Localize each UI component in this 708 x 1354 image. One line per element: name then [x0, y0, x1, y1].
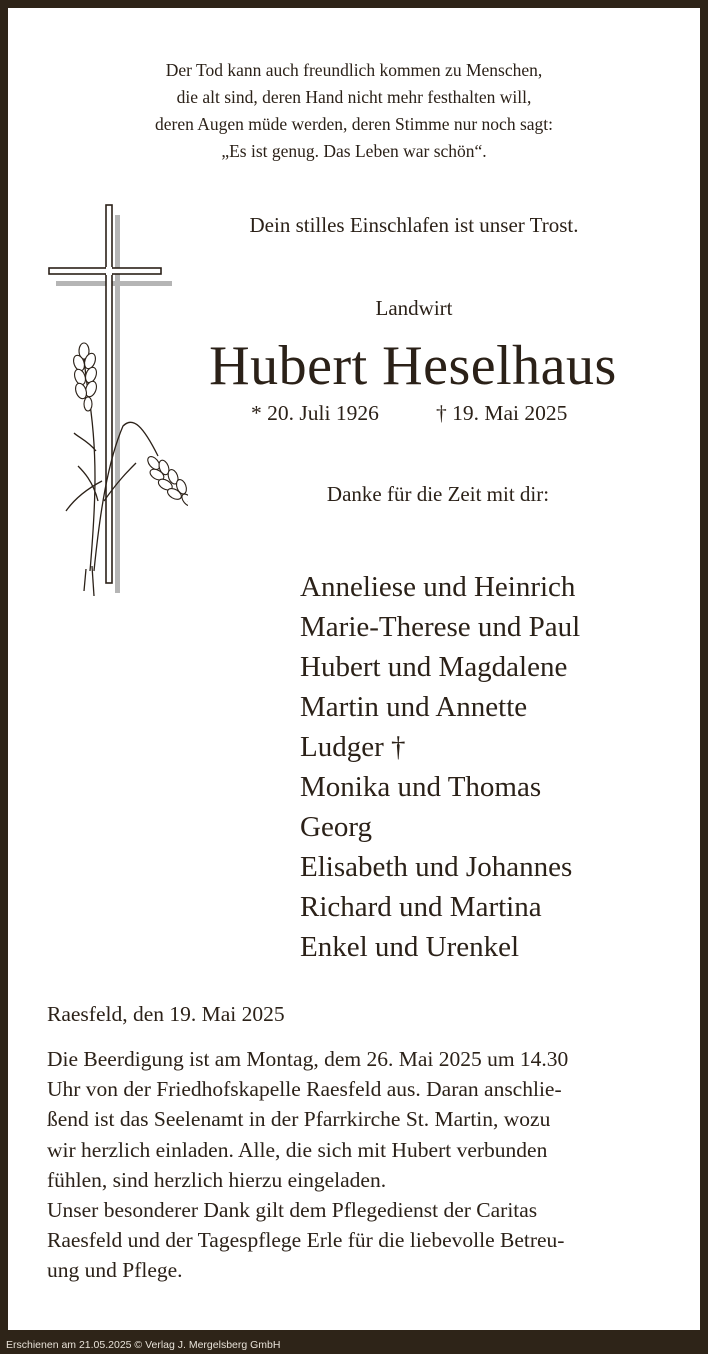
- profession: Landwirt: [375, 296, 453, 320]
- notice-line: Die Beerdigung ist am Montag, dem 26. Mai 2025 um 14.30: [47, 1047, 569, 1071]
- poem-line: deren Augen müde werden, deren Stimme nur noch sagt:: [154, 114, 553, 134]
- notice-line: Raesfeld und der Tagespflege Erle für die liebevolle Betreu-: [47, 1228, 565, 1253]
- notice-line: Unser besonderer Dank gilt dem Pflegedienst der Caritas: [47, 1198, 538, 1223]
- list-item: Enkel und Urenkel: [300, 931, 520, 963]
- list-item: Monika und Thomas: [300, 771, 542, 803]
- notice-line: ßend ist das Seelenamt in der Pfarrkirche St. Martin, wozu: [47, 1107, 551, 1132]
- list-item: Anneliese und Heinrich: [300, 571, 576, 603]
- list-item: Georg: [300, 811, 372, 843]
- place-and-date: Raesfeld, den 19. Mai 2025: [47, 1002, 285, 1026]
- publication-footer: Erschienen am 21.05.2025 © Verlag J. Mergelsberg GmbH: [6, 1339, 281, 1351]
- death-date: † 19. Mai 2025: [436, 401, 568, 425]
- deceased-name: Hubert Heselhaus: [209, 335, 617, 397]
- poem-line: „Es ist genug. Das Leben war schön“.: [221, 141, 487, 161]
- poem: [8, 57, 700, 165]
- obituary-card: [8, 8, 700, 1330]
- funeral-notice: [47, 1044, 647, 1286]
- notice-line: ung und Pflege.: [47, 1258, 183, 1283]
- thanks-line: Danke für die Zeit mit dir:: [326, 482, 550, 506]
- notice-line: fühlen, sind herzlich hierzu eingeladen.: [47, 1167, 387, 1192]
- consolation-line: Dein stilles Einschlafen ist unser Trost.: [249, 213, 579, 237]
- cross-with-wheat-icon: [38, 201, 188, 601]
- poem-line: Der Tod kann auch freundlich kommen zu Menschen,: [165, 60, 543, 80]
- notice-line: Uhr von der Friedhofskapelle Raesfeld aus. Daran anschlie-: [47, 1077, 562, 1102]
- list-item: Marie-Therese und Paul: [300, 611, 581, 643]
- list-item: Richard und Martina: [300, 891, 542, 923]
- notice-line: wir herzlich einladen. Alle, die sich mit Hubert verbunden: [47, 1137, 548, 1162]
- family-list: [300, 567, 580, 967]
- birth-date: * 20. Juli 1926: [251, 401, 379, 425]
- list-item: Elisabeth und Johannes: [300, 851, 573, 883]
- poem-line: die alt sind, deren Hand nicht mehr festhalten will,: [176, 87, 532, 107]
- list-item: Ludger †: [300, 731, 406, 763]
- list-item: Martin und Annette: [300, 691, 528, 723]
- list-item: Hubert und Magdalene: [300, 651, 568, 683]
